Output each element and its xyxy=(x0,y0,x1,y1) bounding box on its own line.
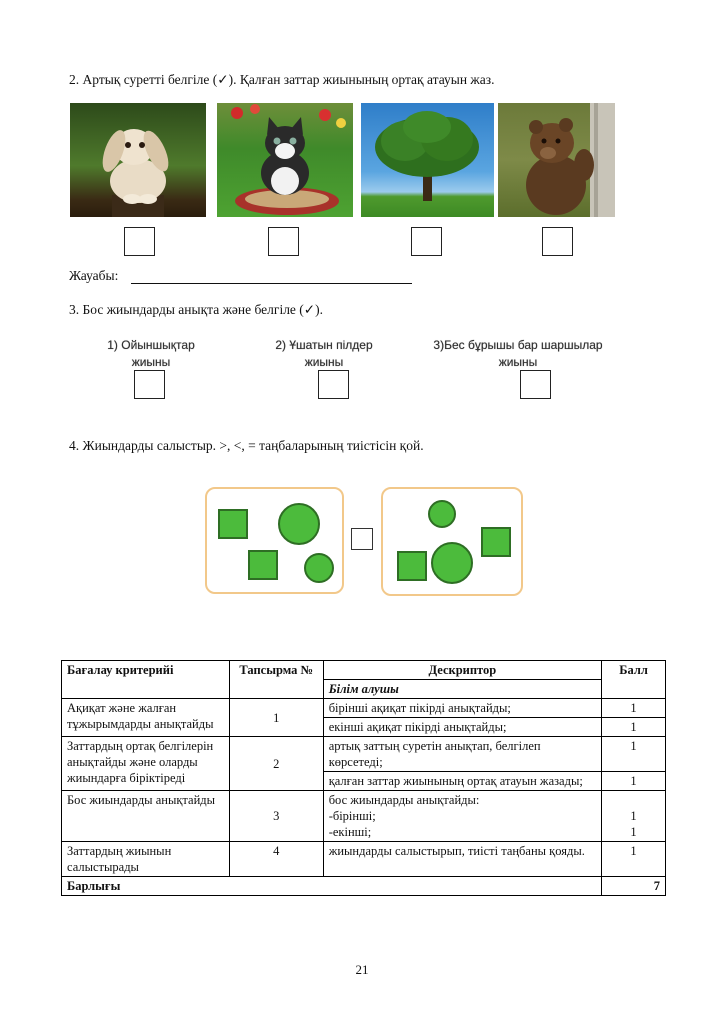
tree-image xyxy=(361,103,494,217)
criterion-cell: Ақиқат және жалған тұжырымдарды анықтайды xyxy=(62,699,230,737)
task4-question: 4. Жиындарды салыстыр. >, <, = таңбаларының тиістісін қой. xyxy=(69,438,424,453)
task-number-cell: 3 xyxy=(229,791,323,842)
descriptor-cell: қалған заттар жиынының ортақ атауын жазады; xyxy=(323,772,601,791)
rabbit-checkbox[interactable] xyxy=(124,227,155,256)
task2-question: 2. Артық суретті белгіле (✓). Қалған заттар жиынының ортақ атауын жаз. xyxy=(69,72,495,87)
bear-image xyxy=(498,103,615,217)
descriptor-line: бос жиындарды анықтайды: xyxy=(328,793,480,807)
circle-shape xyxy=(431,542,473,584)
option-2-line1: 2) Ұшатын пілдер xyxy=(275,338,373,352)
task-number-cell: 2 xyxy=(229,737,323,791)
criterion-cell: Бос жиындарды анықтайды xyxy=(62,791,230,842)
criterion-header: Бағалау критерийі xyxy=(62,661,230,699)
circle-shape xyxy=(278,503,320,545)
option-1 xyxy=(96,337,206,371)
option-2-checkbox[interactable] xyxy=(318,370,349,399)
kitten-image xyxy=(217,103,353,217)
learner-subheader: Білім алушы xyxy=(323,680,601,699)
task3-question: 3. Бос жиындарды анықта және белгіле (✓). xyxy=(69,302,323,317)
score-cell: 1 xyxy=(602,699,666,718)
option-3-line2: жиыны xyxy=(498,355,538,369)
square-shape xyxy=(481,527,511,557)
square-shape xyxy=(397,551,427,581)
task-header: Тапсырма № xyxy=(229,661,323,699)
descriptor-line: -бірінші; xyxy=(328,809,376,823)
option-1-checkbox[interactable] xyxy=(134,370,165,399)
answer-line[interactable] xyxy=(131,283,412,284)
option-1-line1: 1) Ойыншықтар xyxy=(107,338,195,352)
total-label: Барлығы xyxy=(62,877,602,896)
total-row xyxy=(62,877,666,896)
table-row xyxy=(62,791,666,842)
option-1-line2: жиыны xyxy=(131,355,171,369)
bear-checkbox[interactable] xyxy=(542,227,573,256)
table-row xyxy=(62,699,666,718)
descriptor-line: -екінші; xyxy=(328,825,372,839)
descriptor-cell xyxy=(323,791,601,842)
score-cell: 1 xyxy=(602,718,666,737)
kitten-checkbox[interactable] xyxy=(268,227,299,256)
option-3-line1: 3)Бес бұрышы бар шаршылар xyxy=(433,338,603,352)
descriptor-header: Дескриптор xyxy=(323,661,601,680)
answer-label: Жауабы: xyxy=(69,268,119,283)
circle-shape xyxy=(304,553,334,583)
score-value: 1 xyxy=(630,825,637,839)
option-2-line2: жиыны xyxy=(304,355,344,369)
total-score: 7 xyxy=(602,877,666,896)
tree-checkbox[interactable] xyxy=(411,227,442,256)
option-3 xyxy=(426,337,610,371)
table-row xyxy=(62,842,666,877)
option-3-checkbox[interactable] xyxy=(520,370,551,399)
score-cell: 1 xyxy=(602,737,666,772)
descriptor-cell: бірінші ақиқат пікірді анықтайды; xyxy=(323,699,601,718)
table-row xyxy=(62,737,666,772)
option-2 xyxy=(264,337,384,371)
comparison-sign-box[interactable] xyxy=(351,528,373,550)
left-set-panel xyxy=(205,487,344,594)
criterion-cell: Заттардың ортақ белгілерін анықтайды және оларды жиындарға біріктіреді xyxy=(62,737,230,791)
square-shape xyxy=(248,550,278,580)
score-value: 1 xyxy=(630,809,637,823)
score-cell: 1 xyxy=(602,772,666,791)
descriptor-cell: екінші ақиқат пікірді анықтайды; xyxy=(323,718,601,737)
task-number-cell: 1 xyxy=(229,699,323,737)
score-cell: 1 xyxy=(602,842,666,877)
score-header: Балл xyxy=(602,661,666,699)
right-set-panel xyxy=(381,487,523,596)
score-cell xyxy=(602,791,666,842)
descriptor-cell: артық заттың суретін анықтап, белгілеп көрсетеді; xyxy=(323,737,601,772)
square-shape xyxy=(218,509,248,539)
assessment-table xyxy=(61,660,666,896)
rabbit-image xyxy=(70,103,206,217)
page-number: 21 xyxy=(355,962,369,977)
task-number-cell: 4 xyxy=(229,842,323,877)
circle-shape xyxy=(428,500,456,528)
criterion-cell: Заттардың жиынын салыстырады xyxy=(62,842,230,877)
descriptor-cell: жиындарды салыстырып, тиісті таңбаны қояды. xyxy=(323,842,601,877)
